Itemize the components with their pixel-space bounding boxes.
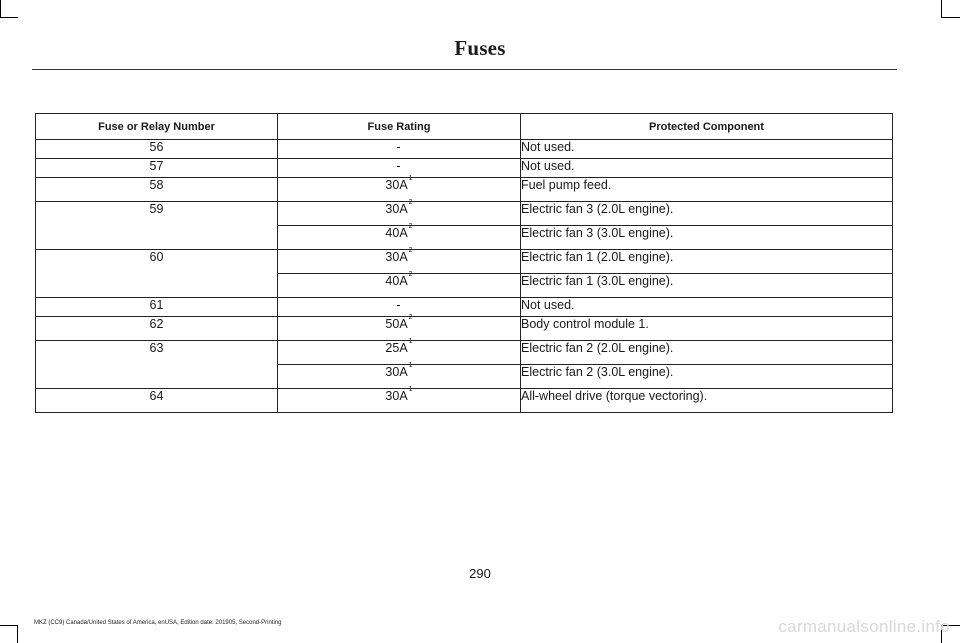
- fuse-rating: $30A^2$: [278, 250, 521, 274]
- column-header-fuse-rating: Fuse Rating: [278, 114, 521, 140]
- fuse-table: [35, 113, 893, 413]
- page-number: 290: [469, 566, 491, 581]
- fuse-number: 60: [36, 250, 278, 298]
- protected-component: Fuel pump feed.: [521, 178, 893, 202]
- fuse-number: 56: [36, 140, 278, 159]
- page-title: Fuses: [454, 36, 506, 60]
- fuse-rating: $50A^2$: [278, 317, 521, 341]
- table-row: [36, 341, 893, 365]
- fuse-number: 58: [36, 178, 278, 202]
- fuse-rating: $40A^2$: [278, 226, 521, 250]
- table-row: [36, 159, 893, 178]
- title-divider: [32, 69, 897, 70]
- table-header-row: [36, 114, 893, 140]
- fuse-rating: $30A^1$: [278, 365, 521, 389]
- crop-mark: [0, 17, 18, 18]
- fuse-rating: $30A^1$: [278, 178, 521, 202]
- protected-component: Electric fan 3 (2.0L engine).: [521, 202, 893, 226]
- table-row: [36, 250, 893, 274]
- column-header-fuse-number: Fuse or Relay Number: [36, 114, 278, 140]
- fuse-rating: $25A^1$: [278, 341, 521, 365]
- fuse-number: 63: [36, 341, 278, 389]
- table-row: [36, 298, 893, 317]
- protected-component: Body control module 1.: [521, 317, 893, 341]
- crop-mark: [0, 0, 1, 18]
- fuse-rating: $30A^2$: [278, 202, 521, 226]
- fuse-rating: $40A^2$: [278, 274, 521, 298]
- protected-component: Not used.: [521, 159, 893, 178]
- protected-component: All-wheel drive (torque vectoring).: [521, 389, 893, 413]
- protected-component: Electric fan 1 (3.0L engine).: [521, 274, 893, 298]
- protected-component: Not used.: [521, 298, 893, 317]
- edition-footer: MKZ (CC9) Canada/United States of America, enUSA, Edition date: 201905, Second-Printing: [34, 620, 282, 626]
- table-row: [36, 178, 893, 202]
- watermark: carmanualsonline.info: [778, 617, 950, 636]
- fuse-number: 62: [36, 317, 278, 341]
- protected-component: Electric fan 1 (2.0L engine).: [521, 250, 893, 274]
- crop-mark: [941, 17, 960, 18]
- crop-mark: [17, 625, 18, 643]
- protected-component: Electric fan 3 (3.0L engine).: [521, 226, 893, 250]
- fuse-number: 57: [36, 159, 278, 178]
- table-row: [36, 317, 893, 341]
- fuse-rating: -: [278, 140, 521, 159]
- protected-component: Not used.: [521, 140, 893, 159]
- fuse-rating: -: [278, 159, 521, 178]
- table-row: [36, 389, 893, 413]
- table-row: [36, 202, 893, 226]
- fuse-number: 64: [36, 389, 278, 413]
- table-row: [36, 140, 893, 159]
- fuse-rating: -: [278, 298, 521, 317]
- column-header-protected-component: Protected Component: [521, 114, 893, 140]
- fuse-number: 59: [36, 202, 278, 250]
- crop-mark: [0, 625, 18, 626]
- fuse-number: 61: [36, 298, 278, 317]
- protected-component: Electric fan 2 (3.0L engine).: [521, 365, 893, 389]
- protected-component: Electric fan 2 (2.0L engine).: [521, 341, 893, 365]
- fuse-rating: $30A^1$: [278, 389, 521, 413]
- crop-mark: [941, 0, 942, 18]
